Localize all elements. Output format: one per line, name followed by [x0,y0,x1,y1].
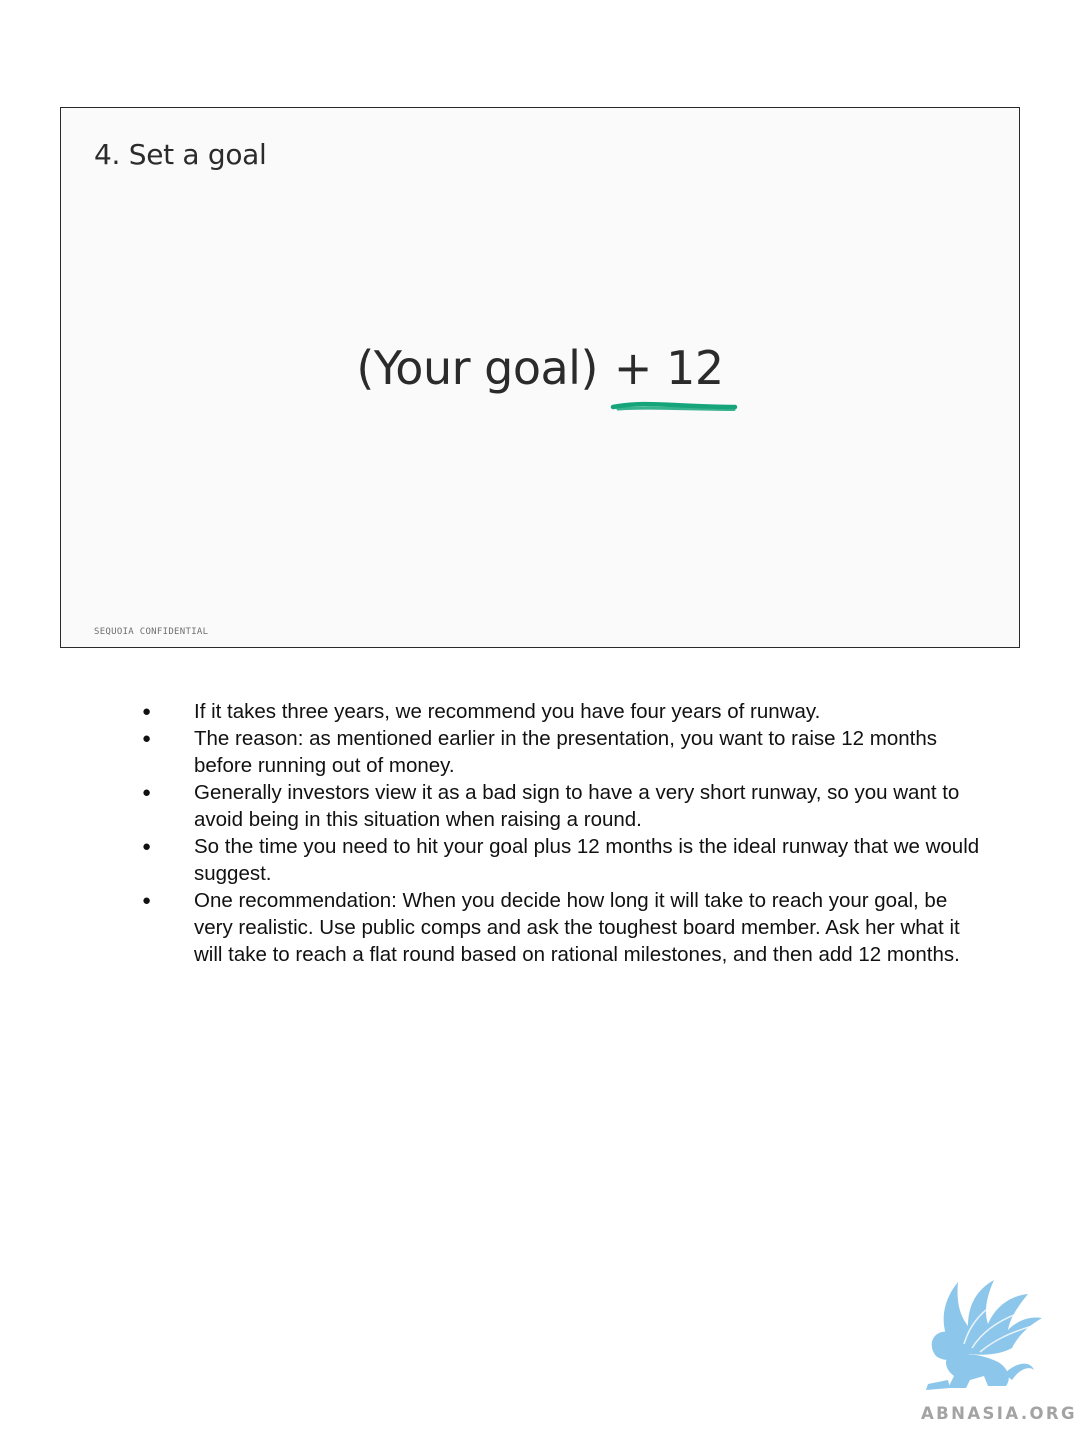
equation-left: (Your goal) [356,341,598,395]
green-underline-icon [610,401,738,415]
note-text: One recommendation: When you decide how long it will take to reach your goal, be very realistic. Use public comps and ask the toughest board member. Ask her what it will take to reach a flat round based on rational milestones, and then add 12 months. [194,889,960,966]
watermark-text: ABNASIA.ORG [921,1404,1077,1423]
bullet-icon: ● [142,838,152,855]
bullet-icon: ● [142,784,152,801]
list-item [140,779,980,833]
equation-right: + 12 [613,341,724,395]
bullet-icon: ● [142,730,152,747]
list-item [140,698,980,725]
speaker-notes-list [140,698,980,968]
goal-equation [61,341,1019,395]
slide [60,107,1020,648]
list-item [140,833,980,887]
note-text: If it takes three years, we recommend you have four years of runway. [194,700,821,723]
slide-title: 4. Set a goal [94,138,267,171]
list-item [140,725,980,779]
note-text: Generally investors view it as a bad sign to have a very short runway, so you want to avoid being in this situation when raising a round. [194,781,960,831]
bullet-icon: ● [142,892,152,909]
bullet-icon: ● [142,703,152,720]
list-item [140,887,980,968]
confidential-footer: SEQUOIA CONFIDENTIAL [94,627,209,637]
griffin-logo-icon [918,1276,1058,1396]
note-text: The reason: as mentioned earlier in the presentation, you want to raise 12 months before running out of money. [194,727,937,777]
note-text: So the time you need to hit your goal plus 12 months is the ideal runway that we would suggest. [194,835,980,885]
equation-right-wrapper [614,341,724,395]
